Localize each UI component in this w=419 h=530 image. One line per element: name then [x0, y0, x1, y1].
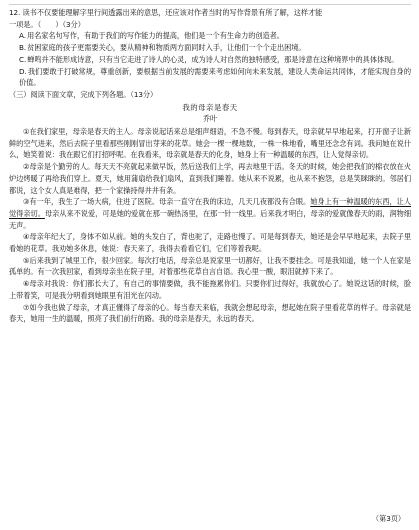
- option-c-text: 蝉鸣并不能形成诗意，只有当它走进了诗人的心灵，成为诗人对自然的独特感受，那是诗意在这种境界中的具体体现。: [27, 54, 399, 64]
- option-b-text: 贫困家庭的孩子更需要关心，要从精神和物质两方面同时入手，让他们一个个走出困境。: [27, 43, 306, 53]
- option-b-label: B.: [19, 43, 27, 53]
- article-paragraph-1: ①在我们家里，母亲是春天的主人。母亲说起话来总是细声细语，不急不慢。每到春天，母亲就早早地起来，打开窗子让新鲜的空气进来，然后去院子里看那些刚刚冒出芽来的花草。她会一棵一棵地数，一株一株地看，嘴里还念念有词。我问她在说什么，她笑着说：我在跟它们打招呼呢。在我看来，母亲就是春天的化身，她身上有一种温暖的东西，让人觉得亲切。: [9, 127, 411, 160]
- option-d-text: 我们要敢于打破常规，尊重创新，要根据当前发展的需要来考虑如何向未来发展，建设人类命运共同体，才能实现自身的价值。: [19, 66, 411, 88]
- article-author: 乔叶: [202, 114, 218, 124]
- article-paragraph-3-cont: 母亲从来不说爱，可是她的爱就在那一碗热汤里，在那一针一线里。后来我才明白，母亲的爱就像春天的雨，润物细无声。: [9, 208, 411, 230]
- option-a-text: 用名家名句写作，有助于我们的写作能力的提高，他们是一个有生命力的创造者。: [26, 31, 284, 41]
- option-c: [9, 54, 411, 66]
- option-d-label: D.: [19, 66, 27, 76]
- article-paragraph-3: [9, 196, 411, 231]
- section-header: （三）阅读下面文章，完成下列各题。（13分）: [9, 89, 158, 99]
- article-paragraph-2: ②母亲是个勤劳的人。每天天不亮就起来做早饭，然后送我们上学，再去地里干活。冬天的时候，她会把我们的棉衣放在火炉边烤暖了再给我们穿上。夏天，她用蒲扇给我们扇风，直到我们睡着。她从来不说累，也从来不抱怨，总是笑眯眯的。邻居们都说，这个女人真是难得，把一个家操持得井井有条。: [9, 162, 411, 195]
- top-divider: [9, 4, 411, 5]
- article-paragraph-6: ⑥母亲对我说：你们都长大了，有自己的事情要做，我不能拖累你们。只要你们过得好，我就放心了。她说这话的时候，脸上带着笑，可是我分明看到她眼里有泪光在闪动。: [9, 279, 411, 300]
- article-paragraph-7: ⑦如今我也做了母亲，才真正懂得了母亲的心。每当春天来临，我就会想起母亲，想起她在院子里看花草的样子。母亲就是春天，她用一生的温暖，照亮了我们前行的路。我的母亲是春天，永远的春天。: [9, 302, 411, 324]
- option-a: [9, 30, 411, 42]
- page-footer: （第3页）: [371, 514, 405, 524]
- question-number: 12.: [9, 8, 21, 17]
- article-paragraph-5: ⑤后来我到了城里工作，很少回家。每次打电话，母亲总是说家里一切都好，让我不要挂念。可是我知道，她一个人在家是孤单的。有一次我回家，看到母亲坐在院子里，对着那些花草自言自语。我心里一酸，眼泪就掉下来了。: [9, 255, 411, 277]
- option-a-label: A.: [19, 31, 26, 41]
- question-12-stem: [9, 7, 411, 19]
- article-paragraph-3-text: ③有一年，我生了一场大病，住进了医院。母亲一直守在我的床边，几天几夜都没有合眼。: [23, 197, 311, 207]
- underlined-sentence: 她身上有一种温暖的东西，让人觉得亲切。: [9, 197, 411, 218]
- question-stem-part1: 读书不仅要能理解字里行间透露出来的意思，还应该对作者当时的写作背景有所了解，这样才能: [22, 8, 323, 17]
- option-c-label: C.: [19, 54, 27, 64]
- option-d: [9, 66, 411, 89]
- article-paragraph-4: ④母亲年纪大了，身体不如从前。她的头发白了，背也驼了，走路也慢了。可是每到春天，她还是会早早地起来，去院子里看她的花草。我劝她多休息，她说：春天来了，我得去看看它们，它们等着我呢。: [9, 232, 411, 254]
- article-title: 我的母亲是春天: [182, 102, 238, 112]
- question-stem-part2: 一项是。（ ）（3分）: [9, 19, 85, 29]
- option-b: [9, 42, 411, 54]
- question-12-stem-cont: [9, 19, 411, 31]
